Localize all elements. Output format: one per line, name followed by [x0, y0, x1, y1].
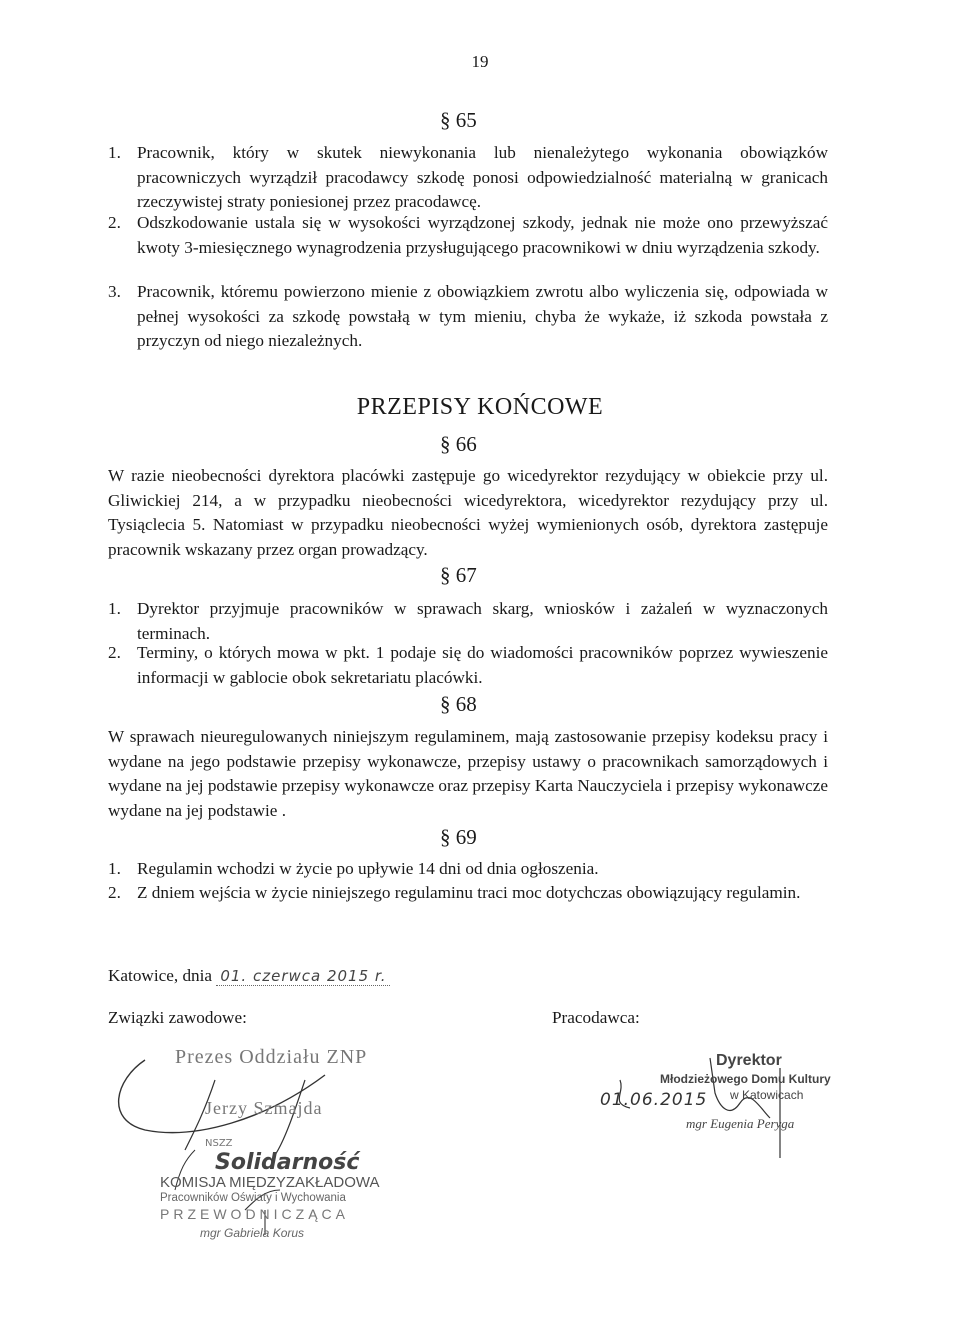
director-stamp-line3: w Katowicach: [730, 1088, 804, 1102]
section-65-title: § 65: [440, 108, 477, 132]
commission-stamp-line4: mgr Gabriela Korus: [200, 1226, 305, 1240]
list-item: [108, 211, 828, 260]
section-67-title: § 67: [440, 563, 477, 587]
list-item: [108, 597, 828, 646]
item-number: 1.: [108, 143, 121, 162]
list-item: [108, 641, 828, 690]
list-item: [108, 141, 828, 215]
unions-label: Związki zawodowe:: [108, 1008, 247, 1027]
section-68-title: § 68: [440, 692, 477, 716]
commission-stamp-line3: PRZEWODNICZĄCA: [160, 1206, 349, 1222]
director-stamp-line2: Młodzieżowego Domu Kultury: [660, 1072, 831, 1086]
item-number: 1.: [108, 599, 121, 618]
handwritten-date: 01. czerwca 2015 r.: [216, 967, 390, 986]
director-handwritten-date: 01.06.2015: [600, 1090, 708, 1110]
page-number: 19: [471, 52, 489, 71]
solidarnosc-small: NSZZ: [205, 1138, 233, 1149]
list-item: [108, 881, 828, 906]
commission-stamp-line1: KOMISJA MIĘDZYZAKŁADOWA: [160, 1174, 380, 1191]
item-text: Odszkodowanie ustala się w wysokości wyrządzonej szkody, jednak nie może ono przewyższać kwoty 3-miesięcznego wynagrodzenia przysługującego pracownikowi w dniu wyrządzenia szkody.: [137, 213, 828, 257]
item-text: Terminy, o których mowa w pkt. 1 podaje się do wiadomości pracowników poprzez wywieszenie informacji w gablocie obok sekretariatu placówki.: [137, 643, 828, 687]
place-date-prefix: Katowice, dnia: [108, 966, 213, 985]
director-stamp-line1: Dyrektor: [716, 1052, 782, 1069]
section-68-text: W sprawach nieuregulowanych niniejszym regulaminem, mają zastosowanie przepisy kodeksu pracy i wydane na jego podstawie przepisy wykonawcze, przepisy ustawy o pracownikach samorządowych i wydane na jej podstawie przepisy wykonawcze oraz przepisy Karta Nauczyciela i przepisy wykonawcze wydane na jej podstawie .: [108, 727, 828, 820]
item-number: 2.: [108, 643, 121, 662]
section-66-text: W razie nieobecności dyrektora placówki zastępuje go wicedyrektor rezydujący w obiekcie przy ul. Gliwickiej 214, a w przypadku nieobecności wicedyrektora, wicedyrektor rezydujący przy ul. Tysiąclecia 5. Natomiast w przypadku nieobecności wyżej wymienionych osób, dyrektora zastępuje pracownik wskazany przez organ prowadzący.: [108, 466, 828, 559]
item-number: 2.: [108, 883, 121, 902]
znp-stamp-line2: Jerzy Szmajda: [205, 1098, 323, 1118]
solidarnosc-logo: Solidarność: [215, 1150, 360, 1175]
item-text: Regulamin wchodzi w życie po upływie 14 dni od dnia ogłoszenia.: [137, 859, 599, 878]
section-heading: PRZEPISY KOŃCOWE: [356, 394, 604, 420]
employer-label: Pracodawca:: [552, 1008, 640, 1027]
item-text: Z dniem wejścia w życie niniejszego regulaminu traci moc dotychczas obowiązujący regulamin.: [137, 883, 801, 902]
place-date-line: [108, 966, 390, 986]
item-text: Pracownik, który w skutek niewykonania lub nienależytego wykonania obowiązków pracowniczych wyrządził pracodawcy szkodę ponosi odpowiedzialność materialną w granicach rzeczywistej straty poniesionej przez pracodawcę.: [137, 143, 828, 211]
item-text: Dyrektor przyjmuje pracowników w sprawach skarg, wniosków i zażaleń w wyznaczonych terminach.: [137, 599, 828, 643]
employer-signature-block: [590, 1048, 850, 1178]
item-number: 3.: [108, 282, 121, 301]
item-number: 1.: [108, 859, 121, 878]
section-66-title: § 66: [440, 432, 477, 456]
item-number: 2.: [108, 213, 121, 232]
znp-stamp-line1: Prezes Oddziału ZNP: [175, 1046, 368, 1068]
list-item: [108, 857, 828, 882]
commission-stamp-line2: Pracowników Oświaty i Wychowania: [160, 1192, 346, 1204]
union-signature-block: [105, 1040, 385, 1250]
item-text: Pracownik, któremu powierzono mienie z obowiązkiem zwrotu albo wyliczenia się, odpowiada w pełnej wysokości za szkodę powstałą w tym mieniu, chyba że wykaże, iż szkoda powstała z przyczyn od niego niezależnych.: [137, 282, 828, 350]
section-69-title: § 69: [440, 825, 477, 849]
director-stamp-line4: mgr Eugenia Peryga: [686, 1116, 795, 1131]
list-item: [108, 280, 828, 354]
